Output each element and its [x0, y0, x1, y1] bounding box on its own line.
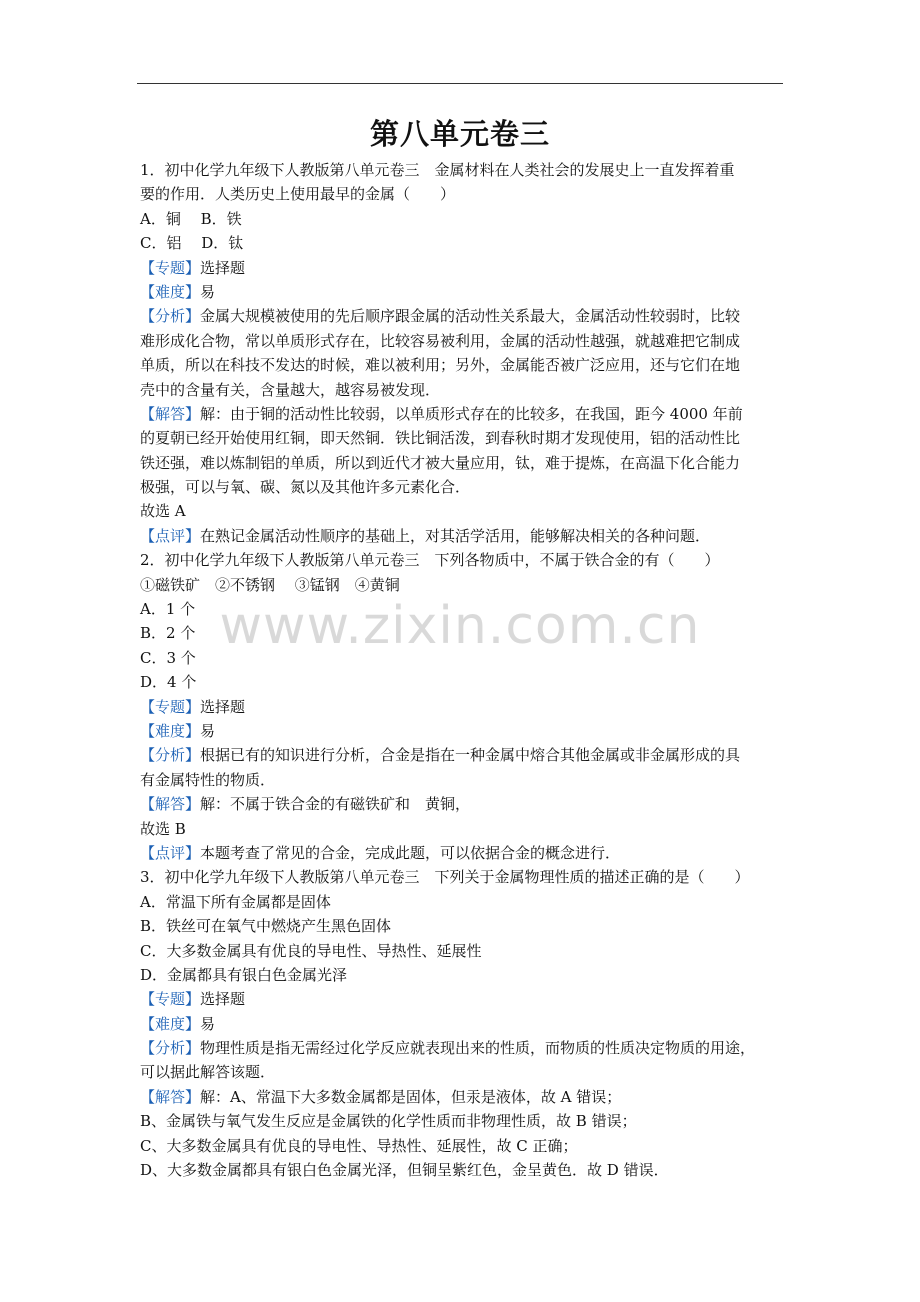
- difficulty-line: [140, 719, 783, 743]
- question-3: [140, 865, 783, 1182]
- answer-line: 极强，可以与氧、碳、氮以及其他许多元素化合．: [140, 478, 471, 497]
- option-line: A．铜 B．铁: [140, 209, 242, 228]
- difficulty-tag: 【难度】: [140, 282, 201, 301]
- analysis-line: [140, 1036, 783, 1060]
- difficulty-line: [140, 1012, 783, 1036]
- question-1: [140, 158, 783, 548]
- topic-line: [140, 256, 783, 280]
- answer-text: 解：由于铜的活动性比较弱，以单质形式存在的比较多，在我国，距今 4000 年前: [200, 404, 743, 423]
- question-stem-line: 3．初中化学九年级下人教版第八单元卷三 下列关于金属物理性质的描述正确的是（ ）: [140, 868, 750, 887]
- analysis-text: 根据已有的知识进行分析，合金是指在一种金属中熔合其他金属或非金属形成的具: [200, 746, 741, 765]
- choice-line: 故选 A: [140, 502, 186, 521]
- comment-line: [140, 841, 783, 865]
- topic-line: [140, 987, 783, 1011]
- document-body: [140, 158, 783, 1182]
- analysis-line: 单质，所以在科技不发达的时候，难以被利用；另外，金属能否被广泛应用，还与它们在地: [140, 356, 741, 375]
- option-line: D．4 个: [140, 673, 197, 692]
- comment-tag: 【点评】: [140, 526, 201, 545]
- question-stem-line: ①磁铁矿 ②不锈钢 ③锰钢 ④黄铜: [140, 575, 400, 594]
- option-line: B．铁丝可在氧气中燃烧产生黑色固体: [140, 917, 392, 936]
- question-2: [140, 548, 783, 865]
- analysis-text: 金属大规模被使用的先后顺序跟金属的活动性关系最大，金属活动性较弱时，比较: [200, 307, 741, 326]
- analysis-tag: 【分析】: [140, 307, 201, 326]
- answer-line: [140, 1085, 783, 1109]
- option-line: A．1 个: [140, 600, 196, 619]
- document-title: 第八单元卷三: [369, 117, 550, 151]
- answer-tag: 【解答】: [140, 1087, 201, 1106]
- comment-text: 在熟记金属活动性顺序的基础上，对其活学活用，能够解决相关的各种问题．: [200, 526, 711, 545]
- answer-line: B、金属铁与氧气发生反应是金属铁的化学性质而非物理性质，故 B 错误；: [140, 1112, 637, 1131]
- watermark-text: www.zixin.com.cn: [219, 596, 701, 656]
- analysis-tag: 【分析】: [140, 1039, 201, 1058]
- topic-tag: 【专题】: [140, 258, 201, 277]
- comment-text: 本题考查了常见的合金，完成此题，可以依据合金的概念进行．: [200, 843, 621, 862]
- option-line: B．2 个: [140, 624, 196, 643]
- analysis-line: [140, 743, 783, 767]
- answer-line: [140, 402, 783, 426]
- analysis-tag: 【分析】: [140, 746, 201, 765]
- difficulty-line: [140, 280, 783, 304]
- option-line: D．金属都具有银白色金属光泽: [140, 965, 348, 984]
- topic-value: 选择题: [200, 990, 246, 1009]
- answer-text: 解：A、常温下大多数金属都是固体，但汞是液体，故 A 错误；: [200, 1087, 622, 1106]
- topic-tag: 【专题】: [140, 990, 201, 1009]
- difficulty-value: 易: [200, 1014, 216, 1033]
- question-stem-line: 要的作用．人类历史上使用最早的金属（ ）: [140, 185, 456, 204]
- analysis-line: 可以据此解答该题．: [140, 1063, 276, 1082]
- analysis-text: 物理性质是指无需经过化学反应就表现出来的性质，而物质的性质决定物质的用途，: [200, 1039, 756, 1058]
- option-line: C．大多数金属具有优良的导电性、导热性、延展性: [140, 941, 482, 960]
- difficulty-tag: 【难度】: [140, 721, 201, 740]
- question-stem-line: 1．初中化学九年级下人教版第八单元卷三 金属材料在人类社会的发展史上一直发挥着重: [140, 161, 735, 179]
- answer-line: C、大多数金属具有优良的导电性、导热性、延展性，故 C 正确；: [140, 1136, 578, 1155]
- difficulty-value: 易: [200, 282, 216, 301]
- option-line: C．铝 D．钛: [140, 234, 244, 253]
- answer-line: 铁还强，难以炼制铝的单质，所以到近代才被大量应用，钛，难于提炼，在高温下化合能力: [140, 453, 741, 472]
- topic-value: 选择题: [200, 258, 246, 277]
- header-rule: [137, 83, 783, 84]
- difficulty-tag: 【难度】: [140, 1014, 201, 1033]
- answer-line: [140, 792, 783, 816]
- comment-tag: 【点评】: [140, 843, 201, 862]
- answer-tag: 【解答】: [140, 404, 201, 423]
- answer-text: 解：不属于铁合金的有磁铁矿和 黄铜，: [200, 795, 471, 814]
- analysis-line: 壳中的含量有关，含量越大，越容易被发现．: [140, 380, 441, 399]
- difficulty-value: 易: [200, 721, 216, 740]
- topic-tag: 【专题】: [140, 697, 201, 716]
- option-line: A．常温下所有金属都是固体: [140, 892, 331, 911]
- answer-line: 的夏朝已经开始使用红铜，即天然铜．铁比铜活泼，到春秋时期才发现使用，铝的活动性比: [140, 429, 741, 448]
- analysis-line: 有金属特性的物质．: [140, 770, 276, 789]
- choice-line: 故选 B: [140, 819, 186, 838]
- analysis-line: [140, 304, 783, 328]
- answer-tag: 【解答】: [140, 795, 201, 814]
- topic-line: [140, 695, 783, 719]
- question-stem-line: 2．初中化学九年级下人教版第八单元卷三 下列各物质中，不属于铁合金的有（ ）: [140, 551, 720, 570]
- topic-value: 选择题: [200, 697, 246, 716]
- answer-line: D、大多数金属都具有银白色金属光泽，但铜呈紫红色，金呈黄色．故 D 错误．: [140, 1161, 669, 1180]
- option-line: C．3 个: [140, 648, 196, 667]
- comment-line: [140, 524, 783, 548]
- analysis-line: 难形成化合物，常以单质形式存在，比较容易被利用，金属的活动性越强，就越难把它制成: [140, 331, 741, 350]
